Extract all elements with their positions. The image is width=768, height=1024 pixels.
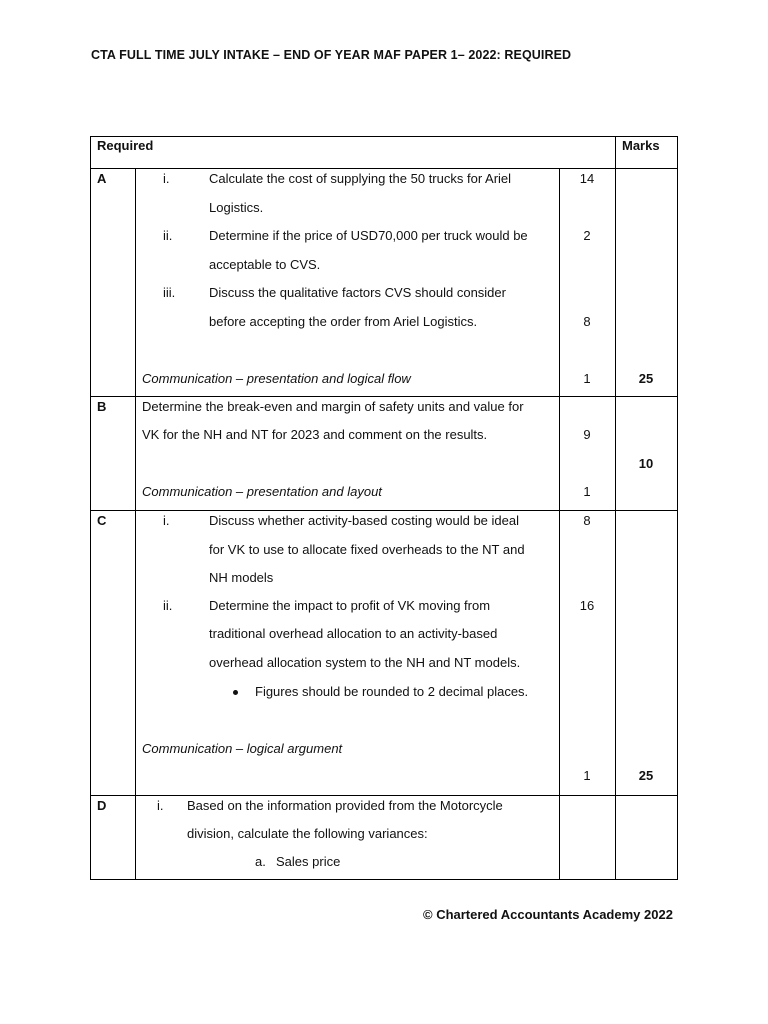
item-text: overhead allocation system to the NH and NT models.: [209, 655, 521, 670]
row-divider: [91, 168, 677, 169]
communication-text: Communication – presentation and layout: [142, 484, 382, 499]
item-number: ii.: [163, 598, 173, 613]
item-text: traditional overhead allocation to an activity-based: [209, 626, 498, 641]
sub-item-text: Sales price: [276, 854, 341, 869]
item-text: Calculate the cost of supplying the 50 trucks for Ariel: [209, 171, 512, 186]
section-total: 25: [638, 768, 654, 783]
item-number: iii.: [163, 285, 176, 300]
header-required: Required: [97, 138, 154, 153]
item-text: Determine the break-even and margin of safety units and value for: [142, 399, 524, 414]
item-marks: 9: [583, 427, 591, 442]
item-number: i.: [163, 171, 170, 186]
item-text: before accepting the order from Ariel Logistics.: [209, 314, 478, 329]
item-text: VK for the NH and NT for 2023 and comment on the results.: [142, 427, 488, 442]
item-number: i.: [157, 798, 164, 813]
item-marks: 8: [583, 513, 591, 528]
column-divider: [135, 168, 136, 880]
sub-item-number: a.: [255, 854, 266, 869]
copyright-footer: © Chartered Accountants Academy 2022: [423, 907, 673, 922]
item-text: NH models: [209, 570, 274, 585]
section-label-a: A: [97, 171, 107, 186]
section-total: 25: [638, 371, 654, 386]
required-table: [90, 136, 678, 880]
communication-text: Communication – logical argument: [142, 741, 343, 756]
item-text: Discuss whether activity-based costing would be ideal: [209, 513, 519, 528]
item-marks: 14: [579, 171, 595, 186]
page-title: CTA FULL TIME JULY INTAKE – END OF YEAR MAF PAPER 1– 2022: REQUIRED: [91, 48, 572, 62]
item-text: Determine if the price of USD70,000 per truck would be: [209, 228, 528, 243]
item-text: Determine the impact to profit of VK moving from: [209, 598, 491, 613]
item-marks: 8: [583, 314, 591, 329]
item-marks: 16: [579, 598, 595, 613]
item-number: ii.: [163, 228, 173, 243]
header-marks: Marks: [622, 138, 660, 153]
section-total: 10: [638, 456, 654, 471]
item-text: Logistics.: [209, 200, 264, 215]
item-text: for VK to use to allocate fixed overheads to the NT and: [209, 542, 525, 557]
communication-marks: 1: [583, 484, 591, 499]
communication-marks: 1: [583, 371, 591, 386]
bullet-icon: [233, 690, 238, 695]
item-text: Based on the information provided from the Motorcycle: [187, 798, 503, 813]
item-number: i.: [163, 513, 170, 528]
communication-marks: 1: [583, 768, 591, 783]
row-divider: [91, 510, 677, 511]
item-marks: 2: [583, 228, 591, 243]
communication-text: Communication – presentation and logical flow: [142, 371, 411, 386]
item-text: division, calculate the following variances:: [187, 826, 428, 841]
section-label-b: B: [97, 399, 107, 414]
section-label-c: C: [97, 513, 107, 528]
section-label-d: D: [97, 798, 107, 813]
row-divider: [91, 795, 677, 796]
item-text: Discuss the qualitative factors CVS should consider: [209, 285, 506, 300]
item-text: acceptable to CVS.: [209, 257, 321, 272]
row-divider: [91, 396, 677, 397]
bullet-text: Figures should be rounded to 2 decimal places.: [255, 684, 529, 699]
